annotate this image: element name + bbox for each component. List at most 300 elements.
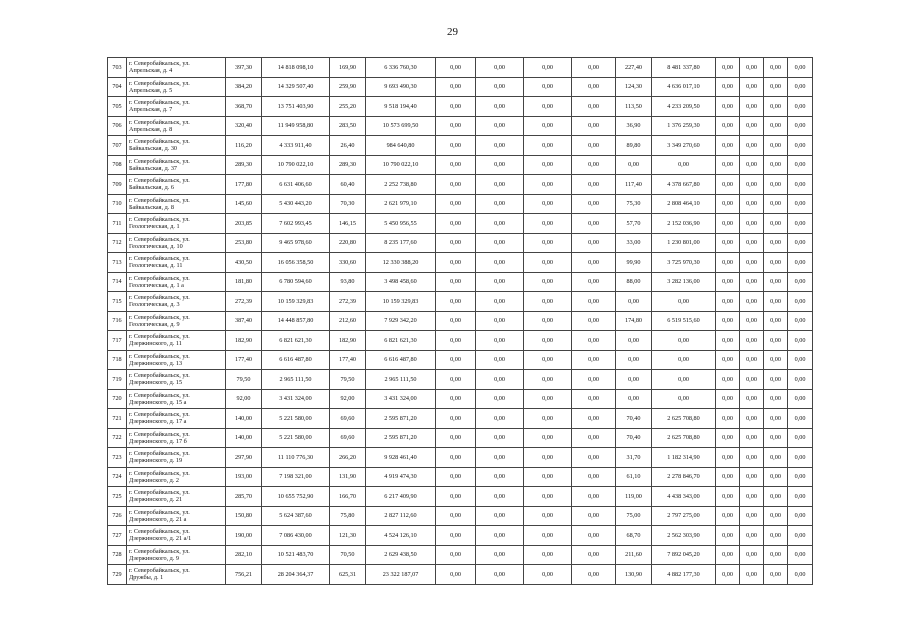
address-line-1: г. Северобайкальск, ул. — [129, 469, 190, 477]
value-cell: 0,00 — [764, 155, 788, 175]
address-line-2: Байкальская, д. 8 — [129, 203, 174, 211]
table-row — [108, 409, 813, 429]
address-line-2: Дзержинского, д. 21 — [129, 496, 183, 504]
value-cell: 0,00 — [436, 331, 476, 351]
value-cell: 285,70 — [226, 487, 262, 507]
row-number-cell: 715 — [108, 292, 127, 312]
value-cell: 0,00 — [476, 389, 524, 409]
value-cell: 3 282 136,00 — [652, 272, 716, 292]
value-cell: 259,90 — [330, 77, 366, 97]
value-cell: 4 378 667,80 — [652, 175, 716, 195]
value-cell: 0,00 — [476, 58, 524, 78]
row-number-cell: 714 — [108, 272, 127, 292]
address-cell — [127, 136, 226, 156]
value-cell: 0,00 — [572, 194, 616, 214]
value-cell: 0,00 — [788, 58, 813, 78]
value-cell: 0,00 — [716, 467, 740, 487]
value-cell: 16 056 358,50 — [262, 253, 330, 273]
value-cell: 0,00 — [740, 545, 764, 565]
value-cell: 4 636 017,10 — [652, 77, 716, 97]
table-row — [108, 428, 813, 448]
value-cell: 79,50 — [226, 370, 262, 390]
value-cell: 0,00 — [740, 526, 764, 546]
value-cell: 272,39 — [226, 292, 262, 312]
value-cell: 0,00 — [476, 233, 524, 253]
value-cell: 3 498 458,60 — [366, 272, 436, 292]
table-row — [108, 448, 813, 468]
value-cell: 75,00 — [616, 506, 652, 526]
value-cell: 0,00 — [476, 272, 524, 292]
value-cell: 227,40 — [616, 58, 652, 78]
value-cell: 0,00 — [740, 77, 764, 97]
value-cell: 0,00 — [436, 389, 476, 409]
value-cell: 169,90 — [330, 58, 366, 78]
value-cell: 0,00 — [716, 331, 740, 351]
value-cell: 69,60 — [330, 428, 366, 448]
value-cell: 0,00 — [476, 331, 524, 351]
value-cell: 8 235 177,60 — [366, 233, 436, 253]
value-cell: 0,00 — [616, 350, 652, 370]
value-cell: 0,00 — [524, 175, 572, 195]
value-cell: 5 221 580,00 — [262, 428, 330, 448]
address-line-2: Дзержинского, д. 19 — [129, 457, 183, 465]
value-cell: 12 330 388,20 — [366, 253, 436, 273]
value-cell: 75,30 — [616, 194, 652, 214]
value-cell: 8 481 337,80 — [652, 58, 716, 78]
value-cell: 2 965 111,50 — [366, 370, 436, 390]
address-line-2: Геологическая, д. 1 — [129, 223, 180, 231]
value-cell: 0,00 — [788, 526, 813, 546]
value-cell: 7 929 342,20 — [366, 311, 436, 331]
value-cell: 0,00 — [788, 448, 813, 468]
address-line-2: Дзержинского, д. 17 б — [129, 437, 187, 445]
value-cell: 6 631 406,60 — [262, 175, 330, 195]
address-cell — [127, 155, 226, 175]
address-line-1: г. Северобайкальск, ул. — [129, 216, 190, 224]
value-cell: 0,00 — [740, 194, 764, 214]
table-row — [108, 253, 813, 273]
value-cell: 0,00 — [436, 506, 476, 526]
address-line-1: г. Северобайкальск, ул. — [129, 255, 190, 263]
row-number-cell: 704 — [108, 77, 127, 97]
value-cell: 10 790 022,10 — [262, 155, 330, 175]
value-cell: 0,00 — [716, 292, 740, 312]
value-cell: 0,00 — [788, 292, 813, 312]
value-cell: 140,00 — [226, 409, 262, 429]
value-cell: 0,00 — [764, 506, 788, 526]
value-cell: 0,00 — [436, 487, 476, 507]
address-line-2: Дзержинского, д. 15 — [129, 379, 183, 387]
value-cell: 0,00 — [716, 175, 740, 195]
address-cell — [127, 272, 226, 292]
address-cell — [127, 292, 226, 312]
value-cell: 0,00 — [524, 58, 572, 78]
address-line-1: г. Северобайкальск, ул. — [129, 567, 190, 575]
address-line-1: г. Северобайкальск, ул. — [129, 372, 190, 380]
address-line-2: Дзержинского, д. 9 — [129, 554, 179, 562]
value-cell: 14 818 098,10 — [262, 58, 330, 78]
value-cell: 0,00 — [436, 448, 476, 468]
address-line-1: г. Северобайкальск, ул. — [129, 99, 190, 107]
address-line-1: г. Северобайкальск, ул. — [129, 235, 190, 243]
value-cell: 0,00 — [476, 253, 524, 273]
address-line-2: Байкальская, д. 37 — [129, 164, 178, 172]
address-line-2: Дзержинского, д. 2 — [129, 476, 179, 484]
value-cell: 0,00 — [764, 565, 788, 585]
value-cell: 0,00 — [788, 389, 813, 409]
value-cell: 0,00 — [476, 155, 524, 175]
value-cell: 0,00 — [476, 487, 524, 507]
value-cell: 0,00 — [788, 214, 813, 234]
value-cell: 0,00 — [572, 389, 616, 409]
table-row — [108, 97, 813, 117]
value-cell: 0,00 — [616, 292, 652, 312]
value-cell: 0,00 — [788, 409, 813, 429]
value-cell: 68,70 — [616, 526, 652, 546]
row-number-cell: 719 — [108, 370, 127, 390]
address-cell — [127, 467, 226, 487]
address-line-2: Дзержинского, д. 21 а/1 — [129, 535, 192, 543]
value-cell: 0,00 — [788, 350, 813, 370]
value-cell: 70,40 — [616, 409, 652, 429]
value-cell: 0,00 — [476, 116, 524, 136]
row-number-cell: 727 — [108, 526, 127, 546]
value-cell: 2 629 438,50 — [366, 545, 436, 565]
value-cell: 0,00 — [764, 97, 788, 117]
value-cell: 984 640,80 — [366, 136, 436, 156]
address-line-1: г. Северобайкальск, ул. — [129, 118, 190, 126]
value-cell: 0,00 — [476, 292, 524, 312]
value-cell: 0,00 — [476, 77, 524, 97]
value-cell: 0,00 — [764, 350, 788, 370]
value-cell: 0,00 — [652, 350, 716, 370]
address-line-2: Дзержинского, д. 21 а — [129, 515, 187, 523]
value-cell: 166,70 — [330, 487, 366, 507]
table-row — [108, 487, 813, 507]
value-cell: 0,00 — [572, 116, 616, 136]
address-line-2: Байкальская, д. 6 — [129, 184, 174, 192]
value-cell: 2 278 846,70 — [652, 467, 716, 487]
value-cell: 0,00 — [716, 77, 740, 97]
value-cell: 5 624 387,60 — [262, 506, 330, 526]
value-cell: 0,00 — [740, 487, 764, 507]
address-cell — [127, 389, 226, 409]
value-cell: 121,30 — [330, 526, 366, 546]
value-cell: 0,00 — [476, 370, 524, 390]
value-cell: 212,60 — [330, 311, 366, 331]
value-cell: 6 519 515,60 — [652, 311, 716, 331]
value-cell: 0,00 — [740, 136, 764, 156]
address-cell — [127, 350, 226, 370]
value-cell: 0,00 — [764, 526, 788, 546]
value-cell: 0,00 — [524, 214, 572, 234]
value-cell: 0,00 — [740, 116, 764, 136]
value-cell: 10 159 329,83 — [366, 292, 436, 312]
value-cell: 387,40 — [226, 311, 262, 331]
value-cell: 0,00 — [716, 253, 740, 273]
value-cell: 272,39 — [330, 292, 366, 312]
row-number-cell: 724 — [108, 467, 127, 487]
value-cell: 6 336 760,30 — [366, 58, 436, 78]
value-cell: 0,00 — [476, 448, 524, 468]
value-cell: 177,40 — [226, 350, 262, 370]
value-cell: 116,20 — [226, 136, 262, 156]
row-number-cell: 725 — [108, 487, 127, 507]
value-cell: 57,70 — [616, 214, 652, 234]
value-cell: 2 827 112,60 — [366, 506, 436, 526]
value-cell: 0,00 — [764, 467, 788, 487]
table-row — [108, 506, 813, 526]
value-cell: 0,00 — [572, 214, 616, 234]
value-cell: 0,00 — [476, 428, 524, 448]
value-cell: 0,00 — [524, 370, 572, 390]
value-cell: 6 780 594,60 — [262, 272, 330, 292]
value-cell: 0,00 — [572, 487, 616, 507]
value-cell: 0,00 — [716, 311, 740, 331]
value-cell: 0,00 — [764, 292, 788, 312]
value-cell: 124,30 — [616, 77, 652, 97]
value-cell: 11 110 776,30 — [262, 448, 330, 468]
value-cell: 0,00 — [436, 58, 476, 78]
value-cell: 3 725 970,30 — [652, 253, 716, 273]
value-cell: 10 159 329,83 — [262, 292, 330, 312]
value-cell: 0,00 — [572, 155, 616, 175]
value-cell: 6 217 409,90 — [366, 487, 436, 507]
value-cell: 88,00 — [616, 272, 652, 292]
value-cell: 10 655 752,90 — [262, 487, 330, 507]
value-cell: 146,15 — [330, 214, 366, 234]
value-cell: 0,00 — [764, 136, 788, 156]
value-cell: 13 751 403,90 — [262, 97, 330, 117]
value-cell: 2 252 738,80 — [366, 175, 436, 195]
value-cell: 0,00 — [652, 370, 716, 390]
address-cell — [127, 214, 226, 234]
value-cell: 0,00 — [716, 155, 740, 175]
table-row — [108, 467, 813, 487]
value-cell: 119,00 — [616, 487, 652, 507]
value-cell: 0,00 — [740, 565, 764, 585]
value-cell: 0,00 — [476, 565, 524, 585]
value-cell: 0,00 — [788, 467, 813, 487]
address-line-1: г. Северобайкальск, ул. — [129, 411, 190, 419]
value-cell: 1 182 314,90 — [652, 448, 716, 468]
value-cell: 4 438 343,00 — [652, 487, 716, 507]
row-number-cell: 718 — [108, 350, 127, 370]
address-cell — [127, 409, 226, 429]
value-cell: 0,00 — [788, 331, 813, 351]
value-cell: 0,00 — [572, 97, 616, 117]
value-cell: 0,00 — [436, 233, 476, 253]
value-cell: 4 233 209,50 — [652, 97, 716, 117]
value-cell: 0,00 — [476, 194, 524, 214]
value-cell: 7 602 993,45 — [262, 214, 330, 234]
value-cell: 0,00 — [716, 233, 740, 253]
value-cell: 0,00 — [436, 292, 476, 312]
value-cell: 0,00 — [524, 77, 572, 97]
value-cell: 4 524 126,10 — [366, 526, 436, 546]
row-number-cell: 717 — [108, 331, 127, 351]
value-cell: 0,00 — [524, 253, 572, 273]
value-cell: 31,70 — [616, 448, 652, 468]
value-cell: 0,00 — [788, 487, 813, 507]
value-cell: 203,85 — [226, 214, 262, 234]
table-body — [108, 58, 813, 585]
value-cell: 181,80 — [226, 272, 262, 292]
value-cell: 2 965 111,50 — [262, 370, 330, 390]
value-cell: 0,00 — [616, 331, 652, 351]
value-cell: 0,00 — [524, 350, 572, 370]
value-cell: 61,10 — [616, 467, 652, 487]
value-cell: 0,00 — [436, 97, 476, 117]
value-cell: 1 230 801,00 — [652, 233, 716, 253]
value-cell: 0,00 — [740, 370, 764, 390]
table-row — [108, 272, 813, 292]
value-cell: 0,00 — [572, 175, 616, 195]
value-cell: 0,00 — [716, 506, 740, 526]
table-row — [108, 155, 813, 175]
value-cell: 0,00 — [788, 545, 813, 565]
value-cell: 0,00 — [788, 253, 813, 273]
value-cell: 0,00 — [788, 136, 813, 156]
value-cell: 0,00 — [788, 116, 813, 136]
value-cell: 0,00 — [572, 448, 616, 468]
value-cell: 5 430 443,20 — [262, 194, 330, 214]
table-row — [108, 233, 813, 253]
value-cell: 89,80 — [616, 136, 652, 156]
value-cell: 0,00 — [740, 292, 764, 312]
value-cell: 0,00 — [524, 136, 572, 156]
address-cell — [127, 194, 226, 214]
value-cell: 0,00 — [788, 233, 813, 253]
value-cell: 0,00 — [764, 331, 788, 351]
value-cell: 0,00 — [788, 272, 813, 292]
value-cell: 193,00 — [226, 467, 262, 487]
value-cell: 5 221 580,00 — [262, 409, 330, 429]
address-line-1: г. Северобайкальск, ул. — [129, 138, 190, 146]
value-cell: 283,50 — [330, 116, 366, 136]
value-cell: 0,00 — [476, 175, 524, 195]
value-cell: 6 616 487,80 — [366, 350, 436, 370]
value-cell: 0,00 — [572, 272, 616, 292]
address-line-2: Дзержинского, д. 15 а — [129, 398, 187, 406]
value-cell: 2 808 464,10 — [652, 194, 716, 214]
value-cell: 0,00 — [572, 311, 616, 331]
address-line-1: г. Северобайкальск, ул. — [129, 450, 190, 458]
table-row — [108, 545, 813, 565]
value-cell: 0,00 — [436, 136, 476, 156]
address-line-1: г. Северобайкальск, ул. — [129, 177, 190, 185]
value-cell: 182,90 — [226, 331, 262, 351]
value-cell: 0,00 — [764, 389, 788, 409]
address-line-1: г. Северобайкальск, ул. — [129, 352, 190, 360]
value-cell: 0,00 — [788, 311, 813, 331]
address-cell — [127, 175, 226, 195]
value-cell: 145,60 — [226, 194, 262, 214]
value-cell: 0,00 — [788, 194, 813, 214]
value-cell: 0,00 — [740, 448, 764, 468]
value-cell: 0,00 — [788, 155, 813, 175]
row-number-cell: 720 — [108, 389, 127, 409]
value-cell: 6 821 621,30 — [366, 331, 436, 351]
value-cell: 14 448 857,80 — [262, 311, 330, 331]
value-cell: 384,20 — [226, 77, 262, 97]
value-cell: 177,40 — [330, 350, 366, 370]
value-cell: 0,00 — [788, 175, 813, 195]
value-cell: 150,80 — [226, 506, 262, 526]
value-cell: 0,00 — [572, 292, 616, 312]
value-cell: 0,00 — [476, 97, 524, 117]
value-cell: 320,40 — [226, 116, 262, 136]
value-cell: 0,00 — [572, 233, 616, 253]
value-cell: 368,70 — [226, 97, 262, 117]
value-cell: 0,00 — [572, 136, 616, 156]
table-row — [108, 77, 813, 97]
row-number-cell: 705 — [108, 97, 127, 117]
value-cell: 0,00 — [436, 116, 476, 136]
row-number-cell: 707 — [108, 136, 127, 156]
value-cell: 0,00 — [476, 350, 524, 370]
value-cell: 2 625 708,80 — [652, 409, 716, 429]
address-cell — [127, 526, 226, 546]
address-line-1: г. Северобайкальск, ул. — [129, 508, 190, 516]
value-cell: 0,00 — [788, 428, 813, 448]
value-cell: 0,00 — [764, 409, 788, 429]
value-cell: 10 790 022,10 — [366, 155, 436, 175]
value-cell: 0,00 — [572, 428, 616, 448]
row-number-cell: 711 — [108, 214, 127, 234]
value-cell: 0,00 — [740, 350, 764, 370]
value-cell: 0,00 — [716, 97, 740, 117]
value-cell: 0,00 — [740, 428, 764, 448]
value-cell: 0,00 — [716, 350, 740, 370]
value-cell: 0,00 — [436, 526, 476, 546]
value-cell: 0,00 — [764, 370, 788, 390]
address-line-1: г. Северобайкальск, ул. — [129, 157, 190, 165]
value-cell: 282,10 — [226, 545, 262, 565]
value-cell: 0,00 — [524, 292, 572, 312]
address-line-1: г. Северобайкальск, ул. — [129, 489, 190, 497]
value-cell: 190,00 — [226, 526, 262, 546]
table-row — [108, 389, 813, 409]
value-cell: 0,00 — [436, 253, 476, 273]
value-cell: 0,00 — [572, 350, 616, 370]
address-cell — [127, 253, 226, 273]
value-cell: 0,00 — [716, 194, 740, 214]
value-cell: 6 821 621,30 — [262, 331, 330, 351]
value-cell: 0,00 — [524, 272, 572, 292]
value-cell: 0,00 — [740, 506, 764, 526]
value-cell: 9 465 978,60 — [262, 233, 330, 253]
address-cell — [127, 58, 226, 78]
row-number-cell: 713 — [108, 253, 127, 273]
table-row — [108, 331, 813, 351]
value-cell: 60,40 — [330, 175, 366, 195]
value-cell: 255,20 — [330, 97, 366, 117]
value-cell: 0,00 — [572, 467, 616, 487]
address-line-2: Апрельская, д. 8 — [129, 125, 173, 133]
address-cell — [127, 448, 226, 468]
value-cell: 26,40 — [330, 136, 366, 156]
address-line-1: г. Северобайкальск, ул. — [129, 333, 190, 341]
row-number-cell: 729 — [108, 565, 127, 585]
value-cell: 0,00 — [436, 155, 476, 175]
value-cell: 7 198 321,00 — [262, 467, 330, 487]
value-cell: 9 928 461,40 — [366, 448, 436, 468]
value-cell: 0,00 — [476, 136, 524, 156]
table-row — [108, 194, 813, 214]
value-cell: 0,00 — [436, 194, 476, 214]
address-line-2: Геологическая, д. 3 — [129, 301, 180, 309]
